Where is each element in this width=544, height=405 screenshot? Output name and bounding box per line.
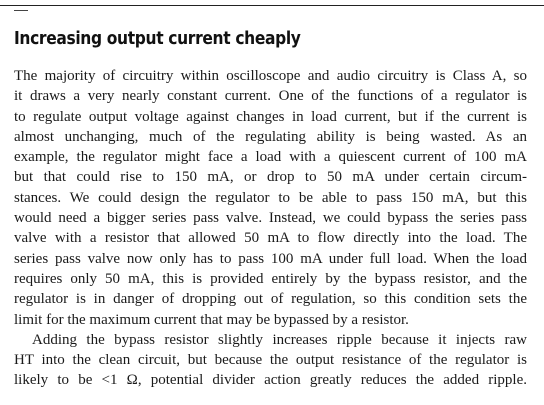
paragraph-1-line-5: example, the regulator might face a load with a quiescent current of 100 mA (14, 149, 527, 166)
paragraph-1-line-9: valve with a resistor that allowed 50 mA to flow directly into the load. The (14, 230, 527, 247)
paragraph-1-line-2: it draws a very nearly constant current. One of the functions of a regulator is (14, 88, 527, 105)
paragraph-1-line-10: series pass valve now only has to pass 100 mA under full load. When the load (14, 250, 527, 267)
header-fragment-mark (14, 6, 28, 11)
paragraph-1-line-12: regulator is in danger of dropping out of regulation, so this condition sets the (14, 291, 527, 308)
paragraph-1-line-7: stances. We could design the regulator to be able to pass 150 mA, but this (14, 189, 527, 206)
section-heading: Increasing output current cheaply (14, 28, 301, 49)
paragraph-1-line-6: but that could rise to 150 mA, or drop to 50 mA under certain circum- (14, 169, 527, 186)
paragraph-1-line-3: to regulate output voltage against changes in load current, but if the current is (14, 108, 527, 125)
body-text (14, 66, 527, 391)
paragraph-1-line-11: requires only 50 mA, this is provided entirely by the bypass resistor, and the (14, 270, 527, 287)
paragraph-1-line-8: would need a bigger series pass valve. Instead, we could bypass the series pass (14, 210, 527, 227)
paragraph-2-line-3: likely to be <1 Ω, potential divider action greatly reduces the added ripple. (14, 372, 527, 389)
paragraph-2-line-2: HT into the clean circuit, but because the output resistance of the regulator is (14, 352, 527, 369)
paragraph-1-line-4: almost unchanging, much of the regulating ability is being wasted. As an (14, 128, 527, 145)
paragraph-1-line-13: limit for the maximum current that may be bypassed by a resistor. (14, 311, 409, 328)
paragraph-1-line-1: The majority of circuitry within oscilloscope and audio circuitry is Class A, so (14, 68, 527, 84)
page-header-rule (0, 5, 544, 6)
paragraph-2-line-1: Adding the bypass resistor slightly increases ripple because it injects raw (32, 331, 527, 348)
